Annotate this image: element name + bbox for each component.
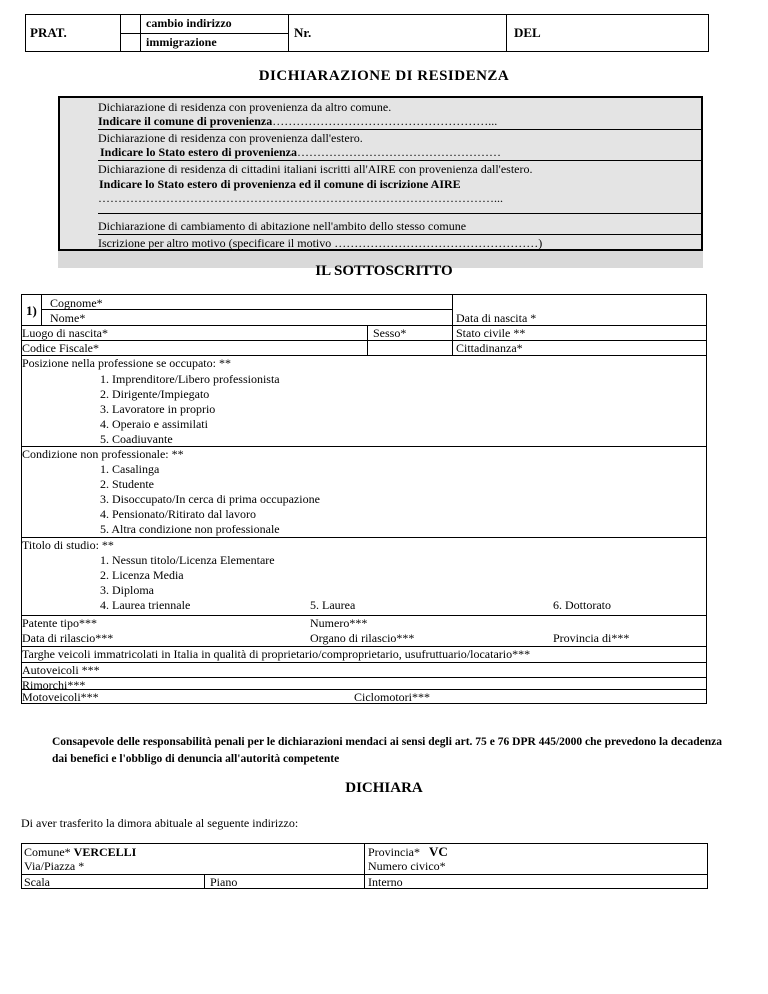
condizione-heading: Condizione non professionale: ** xyxy=(22,447,184,461)
cognome-label[interactable]: Cognome* xyxy=(50,296,103,310)
condizione-option[interactable]: 4. Pensionato/Ritirato dal lavoro xyxy=(100,507,256,521)
patente-label[interactable]: Patente tipo*** xyxy=(22,616,97,630)
titolo-option[interactable]: 1. Nessun titolo/Licenza Elementare xyxy=(100,553,275,567)
prov-stato-line[interactable]: Indicare lo Stato estero di provenienza…………………………………………… xyxy=(100,145,501,159)
via-piazza-field[interactable]: Via/Piazza * xyxy=(24,859,85,873)
sesso-label[interactable]: Sesso* xyxy=(373,326,407,340)
titolo-option[interactable]: 4. Laurea triennale xyxy=(100,598,191,612)
titolo-dottorato[interactable]: 6. Dottorato xyxy=(553,598,611,612)
posizione-option[interactable]: 5. Coadiuvante xyxy=(100,432,173,446)
posizione-option[interactable]: 2. Dirigente/Impiegato xyxy=(100,387,210,401)
interno-field[interactable]: Interno xyxy=(368,875,403,889)
address-box xyxy=(21,843,708,889)
titolo-laurea[interactable]: 5. Laurea xyxy=(310,598,356,612)
condizione-option[interactable]: 3. Disoccupato/In cerca di prima occupazione xyxy=(100,492,320,506)
type-cell xyxy=(140,15,289,51)
cittadinanza-label[interactable]: Cittadinanza* xyxy=(456,341,523,355)
titolo-heading: Titolo di studio: ** xyxy=(22,538,114,552)
prov-comune-line[interactable]: Indicare il comune di provenienza………………………………………………... xyxy=(98,114,498,128)
prov-estero[interactable]: Dichiarazione di residenza con provenienza dall'estero. xyxy=(98,131,363,145)
condizione-option[interactable]: 2. Studente xyxy=(100,477,154,491)
motoveicoli-label[interactable]: Motoveicoli*** xyxy=(22,690,99,704)
page-title: DICHIARAZIONE DI RESIDENZA xyxy=(258,68,510,84)
person-box xyxy=(21,294,707,704)
del-cell[interactable] xyxy=(506,15,708,51)
nr-cell[interactable] xyxy=(288,15,507,51)
person-number: 1) xyxy=(26,303,37,318)
section-title-sottoscritto: IL SOTTOSCRITTO xyxy=(315,263,453,279)
del-label: DEL xyxy=(514,25,541,40)
codice-fiscale-label[interactable]: Codice Fiscale* xyxy=(22,341,99,355)
comune-field[interactable]: Comune* VERCELLI xyxy=(24,845,137,859)
posizione-heading: Posizione nella professione se occupato: ** xyxy=(22,356,231,370)
posizione-option[interactable]: 3. Lavoratore in proprio xyxy=(100,402,216,416)
header-box xyxy=(25,14,709,52)
data-rilascio-label[interactable]: Data di rilascio*** xyxy=(22,631,114,645)
data-nascita-label[interactable]: Data di nascita * xyxy=(456,311,537,325)
numero-patente-label[interactable]: Numero*** xyxy=(310,616,368,630)
autoveicoli-label[interactable]: Autoveicoli *** xyxy=(22,663,100,677)
prat-label: PRAT. xyxy=(30,25,67,40)
stato-civile-label[interactable]: Stato civile ** xyxy=(456,326,526,340)
type-checkbox-cell[interactable] xyxy=(120,15,141,51)
section-title-dichiara: DICHIARA xyxy=(345,780,423,796)
type-immigrazione: immigrazione xyxy=(146,35,217,49)
condizione-option[interactable]: 5. Altra condizione non professionale xyxy=(100,522,280,536)
provincia-rilascio-label[interactable]: Provincia di*** xyxy=(553,631,630,645)
prov-altro-comune[interactable]: Dichiarazione di residenza con provenienza da altro comune. xyxy=(98,100,392,114)
prov-aire[interactable]: Dichiarazione di residenza di cittadini italiani iscritti all'AIRE con provenienza dall'estero. xyxy=(98,162,533,176)
nome-label[interactable]: Nome* xyxy=(50,311,86,325)
provincia-field[interactable]: Provincia* VC xyxy=(368,844,448,859)
person-number-cell xyxy=(22,295,42,326)
prov-stesso-comune[interactable]: Dichiarazione di cambiamento di abitazione nell'ambito dello stesso comune xyxy=(98,219,467,233)
condizione-option[interactable]: 1. Casalinga xyxy=(100,462,160,476)
ciclomotori-label[interactable]: Ciclomotori*** xyxy=(354,690,430,704)
rimorchi-label[interactable]: Rimorchi*** xyxy=(22,678,86,692)
address-intro: Di aver trasferito la dimora abituale al seguente indirizzo: xyxy=(21,816,299,830)
prov-altro-motivo[interactable]: Iscrizione per altro motivo (specificare il motivo ……………………………………………) xyxy=(98,236,543,250)
prov-aire-dots: ………………………………………………………………………………………... xyxy=(98,191,503,205)
titolo-option[interactable]: 3. Diploma xyxy=(100,583,154,597)
prat-cell xyxy=(26,15,121,51)
nr-label: Nr. xyxy=(294,25,312,40)
targhe-label: Targhe veicoli immatricolati in Italia in qualità di proprietario/comproprietario, usufruttuario/locatario*** xyxy=(22,647,531,661)
luogo-nascita-label[interactable]: Luogo di nascita* xyxy=(22,326,108,340)
declaration-text: Consapevole delle responsabilità penali per le dichiarazioni mendaci ai sensi degli art. 75 e 76 DPR 445/2000 che prevedono la decadenza dai benefici e l'obbligo di denuncia all'autorità competente xyxy=(52,736,722,765)
type-cambio-indirizzo: cambio indirizzo xyxy=(146,16,232,30)
titolo-option[interactable]: 2. Licenza Media xyxy=(100,568,184,582)
organo-rilascio-label[interactable]: Organo di rilascio*** xyxy=(310,631,415,645)
posizione-option[interactable]: 4. Operaio e assimilati xyxy=(100,417,208,431)
scala-field[interactable]: Scala xyxy=(24,875,50,889)
numero-civico-field[interactable]: Numero civico* xyxy=(368,859,446,873)
prov-aire-indicare: Indicare lo Stato estero di provenienza ed il comune di iscrizione AIRE xyxy=(99,177,461,191)
posizione-option[interactable]: 1. Imprenditore/Libero professionista xyxy=(100,372,280,386)
provenance-box xyxy=(58,96,703,251)
piano-field[interactable]: Piano xyxy=(210,875,238,889)
